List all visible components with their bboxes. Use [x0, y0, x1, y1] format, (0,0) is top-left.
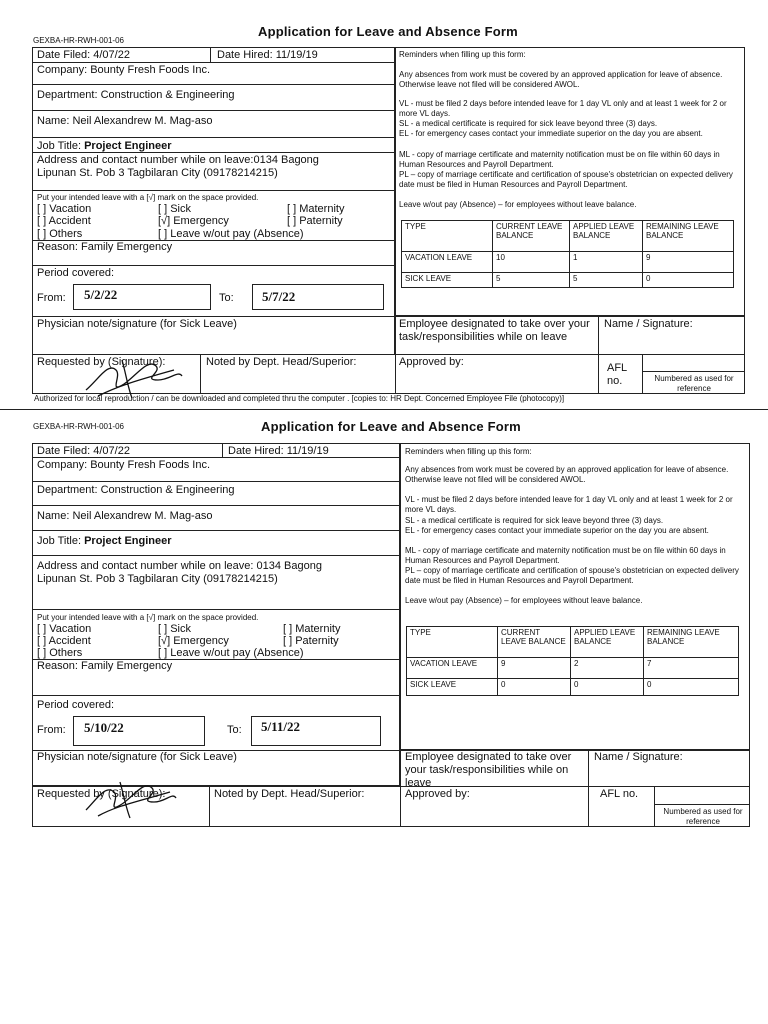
- employee-name: Name: Neil Alexandrew M. Mag-aso: [37, 510, 213, 522]
- option-accident[interactable]: [ ] Accident: [37, 215, 91, 227]
- option-leave-without-pay[interactable]: [ ] Leave w/out pay (Absence): [158, 647, 304, 659]
- leave-form-1: [0, 0, 768, 410]
- option-others[interactable]: [ ] Others: [37, 647, 83, 659]
- reason: Reason: Family Emergency: [37, 660, 173, 672]
- table-header: APPLIED LEAVE BALANCE: [570, 221, 643, 252]
- table-header: TYPE: [407, 627, 498, 658]
- reminder-sl: SL - a medical certificate is required for sick leave beyond three (3) days.: [405, 516, 664, 525]
- reminder-lwop: Leave w/out pay (Absence) – for employees without leave balance.: [399, 200, 637, 209]
- numbered-note: Numbered as used for reference: [663, 807, 743, 826]
- date-filed: Date Filed: 4/07/22: [37, 445, 130, 457]
- form-code: GEXBA-HR-RWH-001-06: [33, 36, 124, 45]
- put-mark-instruction: Put your intended leave with a [√] mark on the space provided.: [37, 613, 259, 622]
- date-filed: Date Filed: 4/07/22: [37, 49, 130, 61]
- option-vacation[interactable]: [ ] Vacation: [37, 203, 92, 215]
- option-emergency[interactable]: [√] Emergency: [158, 215, 229, 227]
- option-emergency[interactable]: [√] Emergency: [158, 635, 229, 647]
- table-header: REMAINING LEAVE BALANCE: [644, 627, 739, 658]
- reminder-ml: ML - copy of marriage certificate and maternity notification must be on file within 60 days in Human Resources and Payroll Department.: [399, 150, 720, 169]
- department: Department: Construction & Engineering: [37, 89, 235, 101]
- address-line-1: Address and contact number while on leave:0134 Bagong: [37, 154, 319, 166]
- employee-name: Name: Neil Alexandrew M. Mag-aso: [37, 115, 213, 127]
- option-maternity[interactable]: [ ] Maternity: [287, 203, 345, 215]
- table-header: TYPE: [402, 221, 493, 252]
- employee-designated: Employee designated to take over your task/responsibilities while on leave: [405, 751, 572, 789]
- leave-balance-table: [406, 626, 739, 696]
- form-code: GEXBA-HR-RWH-001-06: [33, 422, 124, 431]
- option-paternity[interactable]: [ ] Paternity: [287, 215, 343, 227]
- department: Department: Construction & Engineering: [37, 484, 235, 496]
- reminder-lwop: Leave w/out pay (Absence) – for employees without leave balance.: [405, 596, 643, 605]
- period-covered: Period covered:: [37, 699, 115, 711]
- employee-designated: Employee designated to take over your task/responsibilities while on leave: [399, 318, 590, 343]
- name-signature: Name / Signature:: [594, 751, 683, 763]
- noted-by: Noted by Dept. Head/Superior:: [214, 788, 365, 800]
- company: Company: Bounty Fresh Foods Inc.: [37, 64, 211, 76]
- table-header: CURRENT LEAVE BALANCE: [493, 221, 570, 252]
- reminder-pl: PL – copy of marriage certificate and certification of spouse's obstetrician on expected delivery date must be filed in Human Resources and Payroll Department.: [405, 566, 739, 585]
- from-label: From:: [37, 724, 66, 736]
- option-others[interactable]: [ ] Others: [37, 228, 83, 240]
- address-line-1: Address and contact number while on leave: 0134 Bagong: [37, 560, 322, 572]
- leave-form-2: [0, 410, 768, 826]
- table-header: CURRENT LEAVE BALANCE: [498, 627, 571, 658]
- from-value: 5/10/22: [84, 720, 124, 735]
- numbered-note: Numbered as used for reference: [654, 374, 734, 393]
- footer-note: Authorized for local reproduction / can be downloaded and completed thru the computer . [copies to: HR Dept. Concerned Employee File (photocopy)]: [34, 394, 565, 403]
- reminder-pl: PL – copy of marriage certificate and certification of spouse's obstetrician on expected delivery date must be filed in Human Resources and Payroll Department.: [399, 170, 733, 189]
- address-line-2: Lipunan St. Pob 3 Tagbilaran City (09178214215): [37, 573, 278, 585]
- afl-no: AFL no.: [607, 362, 627, 387]
- reminders-title: Reminders when filling up this form:: [399, 50, 526, 59]
- reminder-vl: VL - must be filed 2 days before intended leave for 1 day VL only and at least 1 week for 2 or more VL days.: [405, 495, 733, 514]
- reason: Reason: Family Emergency: [37, 241, 173, 253]
- from-label: From:: [37, 292, 66, 304]
- form-title: Application for Leave and Absence Form: [261, 419, 521, 434]
- noted-by: Noted by Dept. Head/Superior:: [206, 356, 357, 368]
- table-header: APPLIED LEAVE BALANCE: [571, 627, 644, 658]
- from-value: 5/2/22: [84, 287, 118, 302]
- to-value: 5/11/22: [261, 719, 301, 734]
- physician-note: Physician note/signature (for Sick Leave): [37, 751, 237, 763]
- table-header: REMAINING LEAVE BALANCE: [643, 221, 734, 252]
- option-paternity[interactable]: [ ] Paternity: [283, 635, 339, 647]
- option-vacation[interactable]: [ ] Vacation: [37, 623, 92, 635]
- name-signature: Name / Signature:: [604, 318, 693, 330]
- reminders-title: Reminders when filling up this form:: [405, 447, 532, 456]
- reminder-awol: Any absences from work must be covered by an approved application for leave of absence. Otherwise leave not filed will be considered AWOL.: [405, 465, 729, 484]
- date-hired: Date Hired: 11/19/19: [217, 49, 318, 61]
- to-label: To:: [227, 724, 242, 736]
- table-row: VACATION LEAVE 10 1 9: [402, 252, 734, 273]
- option-leave-without-pay[interactable]: [ ] Leave w/out pay (Absence): [158, 228, 304, 240]
- date-hired: Date Hired: 11/19/19: [228, 445, 329, 457]
- option-maternity[interactable]: [ ] Maternity: [283, 623, 341, 635]
- option-accident[interactable]: [ ] Accident: [37, 635, 91, 647]
- requester-signature: [80, 774, 180, 822]
- requested-by: Requested by (Signature):: [37, 788, 166, 800]
- to-label: To:: [219, 292, 234, 304]
- period-covered: Period covered:: [37, 267, 115, 279]
- option-sick[interactable]: [ ] Sick: [158, 203, 192, 215]
- to-value: 5/7/22: [262, 289, 296, 304]
- reminder-sl: SL - a medical certificate is required for sick leave beyond three (3) days.: [399, 119, 658, 128]
- table-row: SICK LEAVE 0 0 0: [407, 679, 739, 696]
- job-title: Job Title: Project Engineer: [37, 140, 172, 152]
- leave-balance-table: [401, 220, 734, 288]
- approved-by: Approved by:: [405, 788, 470, 800]
- table-row: SICK LEAVE 5 5 0: [402, 273, 734, 288]
- physician-note: Physician note/signature (for Sick Leave): [37, 318, 237, 330]
- company: Company: Bounty Fresh Foods Inc.: [37, 459, 211, 471]
- table-row: VACATION LEAVE 9 2 7: [407, 658, 739, 679]
- approved-by: Approved by:: [399, 356, 464, 368]
- requested-by: Requested by (Signature):: [37, 356, 166, 368]
- reminder-awol: Any absences from work must be covered by an approved application for leave of absence. Otherwise leave not filed will be considered AWOL.: [399, 70, 723, 89]
- reminder-vl: VL - must be filed 2 days before intended leave for 1 day VL only and at least 1 week for 2 or more VL days.: [399, 99, 727, 118]
- reminder-el: EL - for emergency cases contact your immediate superior on the day you are absent.: [405, 526, 709, 535]
- option-sick[interactable]: [ ] Sick: [158, 623, 192, 635]
- afl-no: AFL no.: [600, 788, 639, 800]
- put-mark-instruction: Put your intended leave with a [√] mark on the space provided.: [37, 193, 259, 202]
- job-title: Job Title: Project Engineer: [37, 535, 172, 547]
- reminder-el: EL - for emergency cases contact your immediate superior on the day you are absent.: [399, 129, 703, 138]
- form-title: Application for Leave and Absence Form: [258, 24, 518, 39]
- reminder-ml: ML - copy of marriage certificate and maternity notification must be on file within 60 days in Human Resources and Payroll Department.: [405, 546, 726, 565]
- address-line-2: Lipunan St. Pob 3 Tagbilaran City (09178214215): [37, 167, 278, 179]
